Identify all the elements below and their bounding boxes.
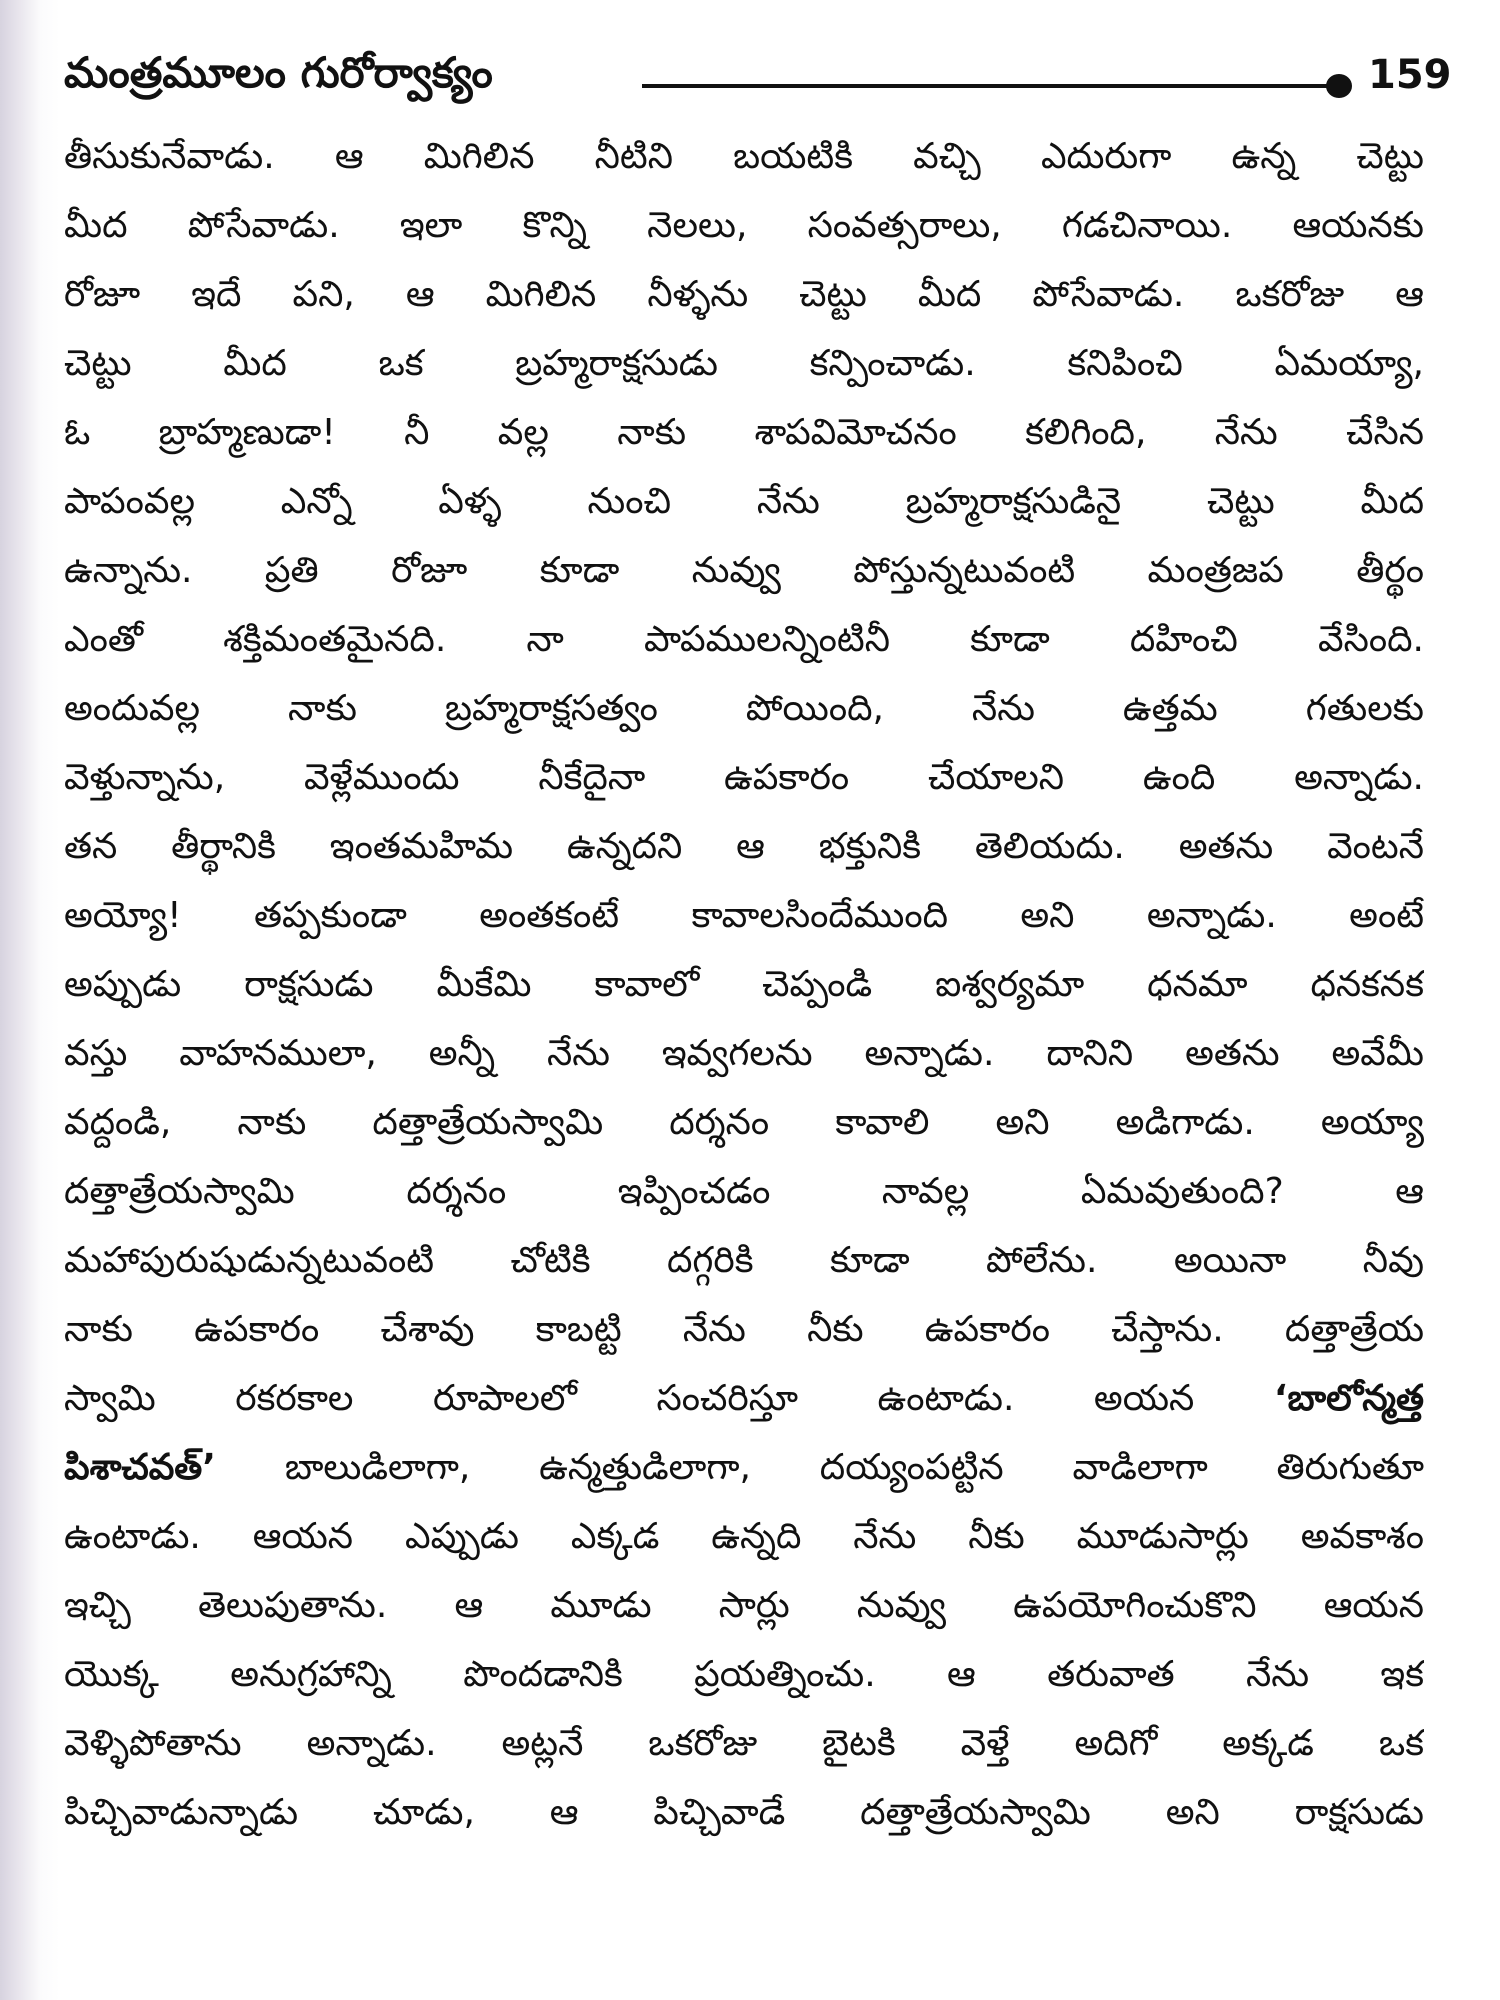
text-line: ఓ బ్రాహ్మణుడా! నీ వల్ల నాకు శాపవిమోచనం కలిగింది, నేను చేసిన	[64, 412, 1424, 453]
text-line-with-bold	[64, 1433, 1424, 1502]
text-line: పాపంవల్ల ఎన్నో ఏళ్ళ నుంచి నేను బ్రహ్మరాక్షసుడినై చెట్టు మీద	[64, 481, 1424, 522]
text-line: యొక్క అనుగ్రహాన్ని పొందడానికి ప్రయత్నించు. ఆ తరువాత నేను ఇక	[64, 1654, 1424, 1695]
text-segment: స్వామి రకరకాల రూపాలలో సంచరిస్తూ ఉంటాడు. అయన	[64, 1378, 1195, 1419]
text-segment: బాలుడిలాగా, ఉన్మత్తుడిలాగా, దయ్యంపట్టిన వాడిలాగా తిరుగుతూ	[284, 1447, 1424, 1488]
text-line: ఉన్నాను. ప్రతి రోజూ కూడా నువ్వు పోస్తున్నటువంటి మంత్రజప తీర్థం	[64, 550, 1424, 591]
running-title: మంత్రమూలం గురోర్వాక్యం	[64, 48, 493, 97]
text-line: చెట్టు మీద ఒక బ్రహ్మరాక్షసుడు కన్పించాడు. కనిపించి ఏమయ్యా,	[64, 343, 1424, 384]
text-line: రోజూ ఇదే పని, ఆ మిగిలిన నీళ్ళను చెట్టు మీద పోసేవాడు. ఒకరోజు ఆ	[64, 274, 1424, 315]
text-line: ఉంటాడు. ఆయన ఎప్పుడు ఎక్కడ ఉన్నది నేను నీకు మూడుసార్లు అవకాశం	[64, 1516, 1424, 1557]
text-line: వెళ్తున్నాను, వెళ్లేముందు నీకేదైనా ఉపకారం చేయాలని ఉంది అన్నాడు.	[64, 757, 1424, 798]
text-line: దత్తాత్రేయస్వామి దర్శనం ఇప్పించడం నావల్ల ఏమవుతుంది? ఆ	[64, 1171, 1424, 1212]
text-line: అయ్యో! తప్పకుండా అంతకంటే కావాలసిందేముంది అని అన్నాడు. అంటే	[64, 895, 1424, 936]
text-line: పిచ్చివాడున్నాడు చూడు, ఆ పిచ్చివాడే దత్తాత్రేయస్వామి అని రాక్షసుడు	[64, 1792, 1424, 1833]
page-header	[64, 46, 1452, 110]
text-line: అప్పుడు రాక్షసుడు మీకేమి కావాలో చెప్పండి ఐశ్వర్యమా ధనమా ధనకనక	[64, 964, 1424, 1005]
text-line: ఎంతో శక్తిమంతమైనది. నా పాపములన్నింటినీ కూడా దహించి వేసింది.	[64, 619, 1424, 660]
header-rule	[642, 84, 1332, 88]
text-line: నాకు ఉపకారం చేశావు కాబట్టి నేను నీకు ఉపకారం చేస్తాను. దత్తాత్రేయ	[64, 1309, 1424, 1350]
bold-phrase: పిశాచవత్’	[64, 1447, 216, 1488]
text-line: వెళ్ళిపోతాను అన్నాడు. అట్లనే ఒకరోజు బైటకి వెళ్తే అదిగో అక్కడ ఒక	[64, 1723, 1424, 1764]
text-line: వద్దండి, నాకు దత్తాత్రేయస్వామి దర్శనం కావాలి అని అడిగాడు. అయ్యా	[64, 1102, 1424, 1143]
text-line: మీద పోసేవాడు. ఇలా కొన్ని నెలలు, సంవత్సరాలు, గడచినాయి. ఆయనకు	[64, 205, 1424, 246]
text-line: మహాపురుషుడున్నటువంటి చోటికి దగ్గరికి కూడా పోలేను. అయినా నీవు	[64, 1240, 1424, 1281]
page-number: 159	[1368, 52, 1452, 98]
text-line: వస్తు వాహనములా, అన్నీ నేను ఇవ్వగలను అన్నాడు. దానిని అతను అవేమీ	[64, 1033, 1424, 1074]
text-line: తన తీర్థానికి ఇంతమహిమ ఉన్నదని ఆ భక్తునికి తెలియదు. అతను వెంటనే	[64, 826, 1424, 867]
text-line: ఇచ్చి తెలుపుతాను. ఆ మూడు సార్లు నువ్వు ఉపయోగించుకొని ఆయన	[64, 1585, 1424, 1626]
text-line: అందువల్ల నాకు బ్రహ్మరాక్షసత్వం పోయింది, నేను ఉత్తమ గతులకు	[64, 688, 1424, 729]
bold-phrase: ‘బాలోన్మత్త	[1273, 1378, 1424, 1419]
header-bullet	[1326, 74, 1352, 98]
body-text	[64, 122, 1424, 1847]
text-line-with-bold	[64, 1364, 1424, 1433]
text-line: తీసుకునేవాడు. ఆ మిగిలిన నీటిని బయటికి వచ్చి ఎదురుగా ఉన్న చెట్టు	[64, 136, 1424, 177]
